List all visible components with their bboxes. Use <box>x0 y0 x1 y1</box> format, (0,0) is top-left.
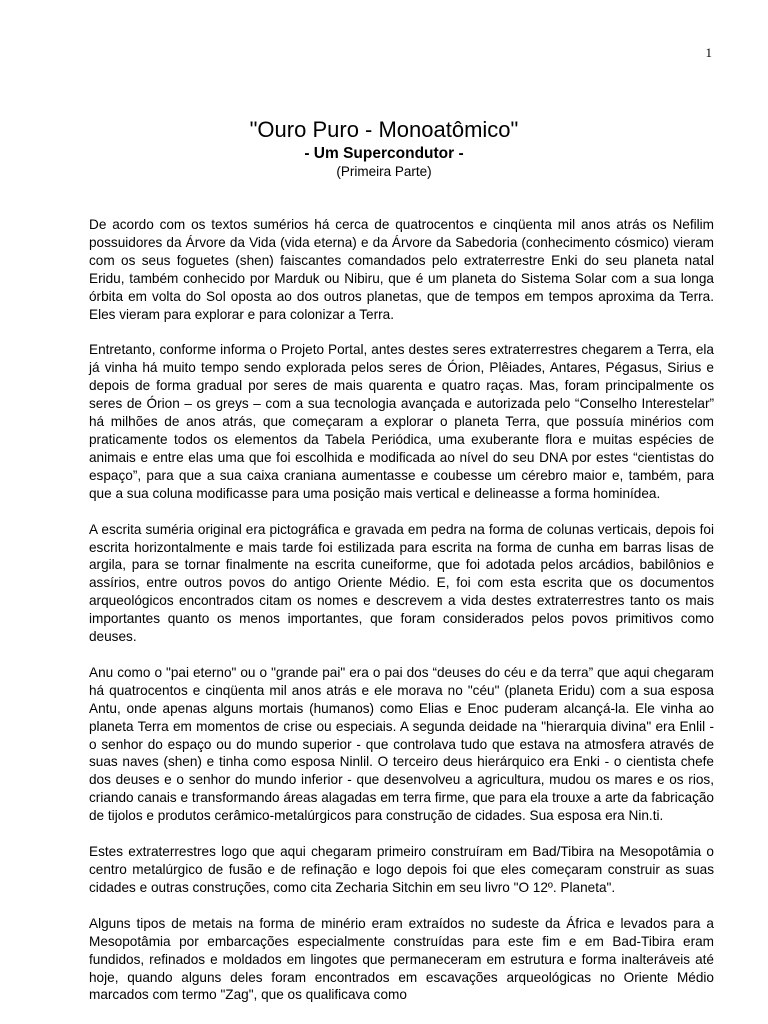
paragraph: Anu como o "pai eterno" ou o "grande pai" era o pai dos “deuses do céu e da terra” que aqui chegaram há quatrocentos e cinqüenta mil anos atrás e ele morava no "céu" (planeta Eridu) com a sua esposa Antu, onde apenas alguns mortais (humanos) como Elias e Enoc puderam alcançá-la. Ele vinha ao planeta Terra em momentos de crise ou especiais. A segunda deidade na "hierarquia divina" era Enlil - o senhor do espaço ou do mundo superior - que controlava tudo que estava na atmosfera através de suas naves (shen) e tinha como esposa Ninlil. O terceiro deus hierárquico era Enki - o cientista chefe dos deuses e o senhor do mundo inferior - que desenvolveu a agricultura, mudou os mares e os rios, criando canais e transformando áreas alagadas em terra firme, que para ela trouxe a arte da fabricação de tijolos e produtos cerâmico-metalúrgicos para construção de cidades. Sua esposa era Nin.ti. <box>89 664 714 824</box>
document-part-label: (Primeira Parte) <box>336 164 432 179</box>
page-number: 1 <box>705 45 712 60</box>
document-subtitle: - Um Supercondutor - <box>304 145 464 162</box>
paragraph: A escrita suméria original era pictográfica e gravada em pedra na forma de colunas verticais, depois foi escrita horizontalmente e mais tarde foi estilizada para escrita na forma de cunha em barras lisas de argila, para se tornar finalmente na escrita cuneiforme, que foi adotada pelos arcádios, babilônios e assírios, entre outros povos do antigo Oriente Médio. E, foi com esta escrita que os documentos arqueológicos encontrados citam os nomes e descrevem a vida destes extraterrestres tanto os mais importantes quanto os menos importantes, que foram considerados pelos povos primitivos como deuses. <box>89 521 714 645</box>
document-title: "Ouro Puro - Monoatômico" <box>249 117 519 142</box>
paragraph: Entretanto, conforme informa o Projeto Portal, antes destes seres extraterrestres chegarem a Terra, ela já vinha há muito tempo sendo explorada pelos seres de Órion, Plêiades, Antares, Pégasus, Sirius e depois de forma gradual por seres de mais quarenta e quatro raças. Mas, foram principalmente os seres de Órion – os greys – com a sua tecnologia avançada e autorizada pelo “Conselho Interestelar” há milhões de anos atrás, que começaram a explorar o planeta Terra, que possuía minérios com praticamente todos os elementos da Tabela Periódica, uma exuberante flora e muitas espécies de animais e entre elas uma que foi escolhida e modificada ao nível do seu DNA por estes “cientistas do espaço”, para que a sua caixa craniana aumentasse e coubesse um cérebro maior e, também, para que a sua coluna modificasse para uma posição mais vertical e delineasse a forma hominídea. <box>89 342 714 501</box>
paragraph: Estes extraterrestres logo que aqui chegaram primeiro construíram em Bad/Tibira na Mesopotâmia o centro metalúrgico de fusão e de refinação e logo depois foi que eles começaram construir as suas cidades e outras construções, como cita Zecharia Sitchin em seu livro "O 12º. Planeta". <box>89 844 714 895</box>
paragraph: Alguns tipos de metais na forma de minério eram extraídos no sudeste da África e levados para a Mesopotâmia por embarcações especialmente construídas para este fim e em Bad-Tibira eram fundidos, refinados e moldados em lingotes que permaneceram em estrutura e forma inalteráveis até hoje, quando alguns deles foram encontrados em escavações arqueológicas no Oriente Médio marcados com termo "Zag", que os qualificava como <box>89 915 714 1003</box>
paragraph: De acordo com os textos sumérios há cerca de quatrocentos e cinqüenta mil anos atrás os Nefilim possuidores da Árvore da Vida (vida eterna) e da Árvore da Sabedoria (conhecimento cósmico) vieram com os seus foguetes (shen) faiscantes comandados pelo extraterrestre Enki do seu planeta natal Eridu, também conhecido por Marduk ou Nibiru, que é um planeta do Sistema Solar com a sua longa órbita em volta do Sol oposta ao dos outros planetas, que de tempos em tempos aproxima da Terra. Eles vieram para explorar e para colonizar a Terra. <box>89 217 714 322</box>
title-block <box>0 117 768 180</box>
body-text <box>89 216 714 1022</box>
